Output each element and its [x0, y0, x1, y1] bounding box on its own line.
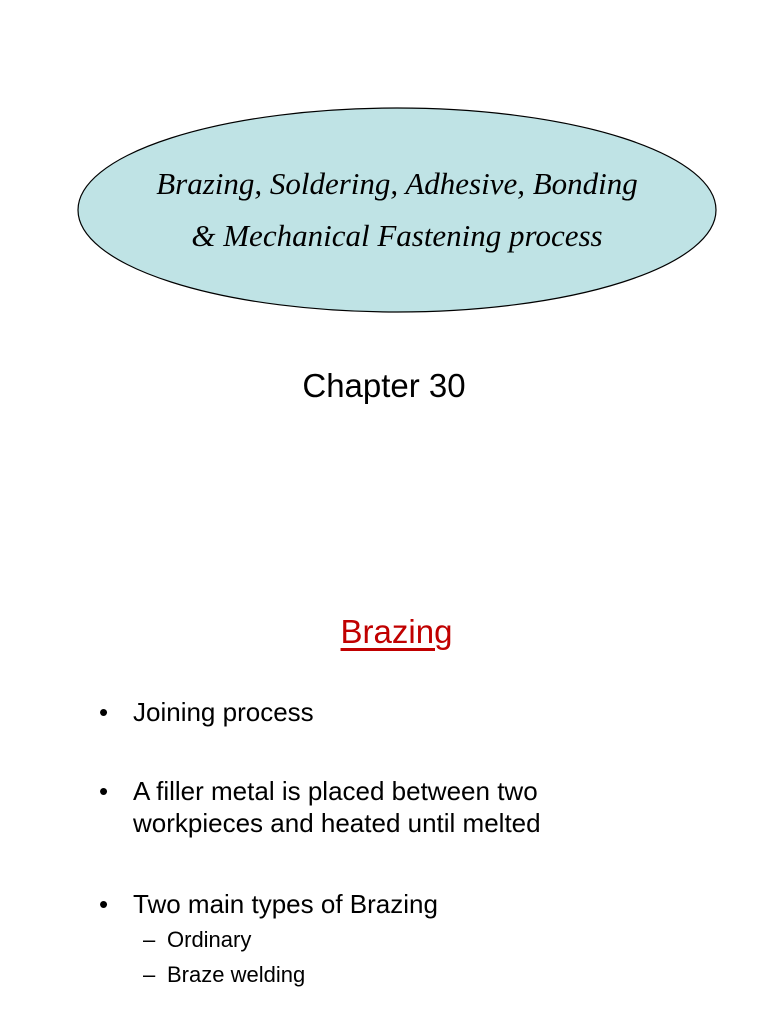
- brazing-slide: [0, 512, 768, 1024]
- bullet-marker: •: [99, 697, 109, 727]
- sub-marker: –: [143, 962, 156, 987]
- bullet-text: A filler metal is placed between two workpieces and heated until melted: [133, 776, 541, 838]
- section-heading: Brazing: [340, 613, 453, 650]
- title-line-2: & Mechanical Fastening process: [191, 218, 603, 253]
- bullet-text: Two main types of Brazing: [133, 889, 438, 919]
- sub-marker: –: [143, 927, 156, 952]
- bullet-marker: •: [99, 776, 109, 806]
- bullet-text: Joining process: [133, 697, 314, 727]
- title-line-1: Brazing, Soldering, Adhesive, Bonding: [156, 166, 638, 201]
- title-ellipse: [77, 107, 717, 313]
- sub-text: Ordinary: [167, 927, 252, 952]
- chapter-label: Chapter 30: [302, 367, 466, 404]
- sub-text: Braze welding: [167, 962, 306, 987]
- bullet-marker: •: [99, 889, 109, 919]
- title-text: [77, 107, 717, 313]
